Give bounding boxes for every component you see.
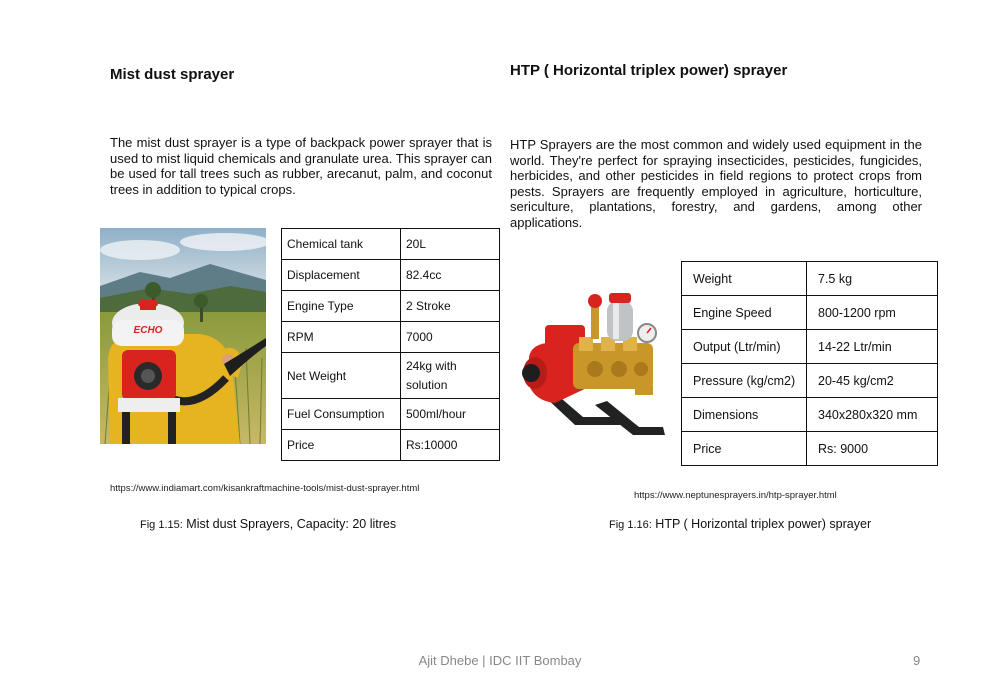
htp-sprayer-photo <box>515 285 665 435</box>
spec-row <box>282 229 500 260</box>
spec-value: 20-45 kg/cm2 <box>807 364 938 398</box>
spec-row <box>682 262 938 296</box>
spec-label: RPM <box>282 322 401 353</box>
spec-label: Net Weight <box>282 353 401 399</box>
spec-row <box>282 430 500 461</box>
spec-value: Rs: 9000 <box>807 432 938 466</box>
caption-text: HTP ( Horizontal triplex power) sprayer <box>655 517 872 531</box>
mist-dust-title: Mist dust sprayer <box>110 66 235 83</box>
spec-label: Dimensions <box>682 398 807 432</box>
spec-row <box>682 364 938 398</box>
spec-value: 7.5 kg <box>807 262 938 296</box>
htp-source-url: https://www.neptunesprayers.in/htp-sprayer.html <box>634 490 837 501</box>
spec-value: 20L <box>401 229 500 260</box>
page-footer: Ajit Dhebe | IDC IIT Bombay <box>418 653 582 668</box>
spec-value: 24kg with solution <box>401 353 500 399</box>
spec-row <box>682 330 938 364</box>
htp-spec-table <box>681 261 938 466</box>
spec-row <box>682 296 938 330</box>
spec-row <box>682 432 938 466</box>
spec-row <box>682 398 938 432</box>
spec-label: Price <box>282 430 401 461</box>
mist-dust-description: The mist dust sprayer is a type of backpack power sprayer that is used to mist liquid chemicals and granulate urea. This sprayer can be used for tall trees such as rubber, arecanut, palm, and coconut trees in addition to typical crops. <box>110 135 492 197</box>
spec-row <box>282 322 500 353</box>
spec-label: Pressure (kg/cm2) <box>682 364 807 398</box>
page-number: 9 <box>913 653 921 668</box>
spec-row <box>282 399 500 430</box>
spec-row <box>282 260 500 291</box>
spec-label: Displacement <box>282 260 401 291</box>
caption-prefix: Fig 1.15: <box>140 519 183 531</box>
spec-row <box>282 291 500 322</box>
mist-dust-source-url: https://www.indiamart.com/kisankraftmachine-tools/mist-dust-sprayer.html <box>110 483 420 494</box>
fig-1-16-caption <box>609 517 871 531</box>
caption-text: Mist dust Sprayers, Capacity: 20 litres <box>186 517 397 531</box>
spec-value: 2 Stroke <box>401 291 500 322</box>
spec-label: Weight <box>682 262 807 296</box>
spec-value: 82.4cc <box>401 260 500 291</box>
spec-label: Chemical tank <box>282 229 401 260</box>
echo-logo: ECHO <box>133 325 163 336</box>
htp-description: HTP Sprayers are the most common and widely used equipment in the world. They're perfect for spraying insecticides, pesticides, fungicides, herbicides, and other pesticides in field regions to protect crops from pests. Sprayers are frequently employed in agriculture, horticulture, sericulture, plantations, forestry, and gardens, among other applications. <box>510 137 922 230</box>
spec-label: Engine Type <box>282 291 401 322</box>
spec-label: Output (Ltr/min) <box>682 330 807 364</box>
spec-value: 800-1200 rpm <box>807 296 938 330</box>
spec-label: Fuel Consumption <box>282 399 401 430</box>
spec-label: Engine Speed <box>682 296 807 330</box>
spec-value: Rs:10000 <box>401 430 500 461</box>
spec-value: 340x280x320 mm <box>807 398 938 432</box>
spec-label: Price <box>682 432 807 466</box>
spec-value: 14-22 Ltr/min <box>807 330 938 364</box>
htp-title: HTP ( Horizontal triplex power) sprayer <box>510 62 788 79</box>
spec-value: 7000 <box>401 322 500 353</box>
spec-row <box>282 353 500 399</box>
caption-prefix: Fig 1.16: <box>609 519 652 531</box>
fig-1-15-caption <box>140 517 396 531</box>
mist-dust-sprayer-photo <box>100 228 266 444</box>
spec-value: 500ml/hour <box>401 399 500 430</box>
mist-dust-spec-table <box>281 228 500 461</box>
